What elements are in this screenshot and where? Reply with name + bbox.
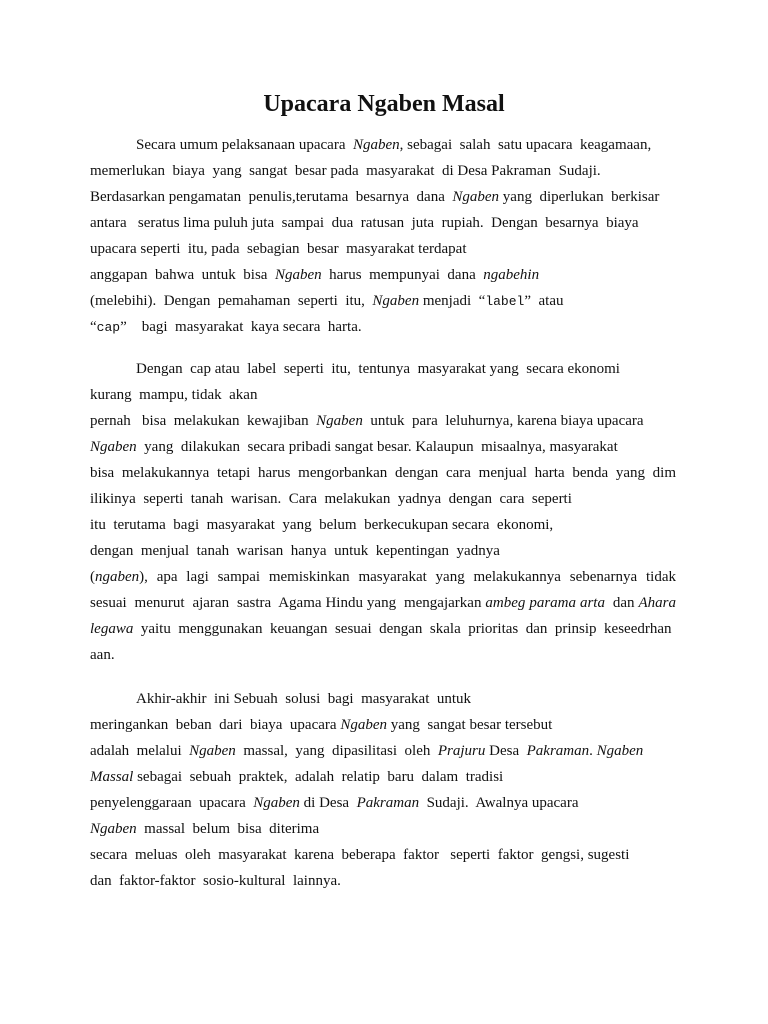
text-run: yang diperlukan berkisar — [499, 189, 660, 205]
text-run: dan faktor-faktor sosio-kultural lainnya. — [90, 873, 341, 889]
text-run: ” bagi masyarakat kaya secara harta. — [120, 319, 362, 335]
text-line — [90, 161, 601, 181]
italic-text: Pakraman — [526, 743, 590, 759]
text-line — [90, 317, 362, 338]
text-run: yang sangat besar tersebut — [386, 717, 553, 733]
italic-text: legawa — [90, 621, 134, 637]
text-run: untuk para leluhurnya, karena biaya upacara — [362, 413, 644, 429]
italic-text: Ngaben — [253, 795, 300, 811]
text-run: Sudaji. Awalnya upacara — [419, 795, 579, 811]
italic-text: Ngaben — [372, 293, 420, 309]
text-run: sebagai sebuah praktek, adalah relatip baru dalam tradisi — [133, 769, 504, 785]
text-run: kurang mampu, tidak akan — [90, 387, 258, 403]
italic-text: Prajuru — [437, 743, 486, 759]
text-run: Akhir-akhir ini Sebuah solusi bagi masyarakat untuk — [136, 691, 472, 707]
text-line — [136, 689, 471, 709]
text-run: meringankan beban dari biaya upacara — [90, 717, 341, 733]
text-line — [90, 619, 672, 639]
italic-text: Ngaben — [316, 413, 363, 429]
text-run: dengan menjual tanah warisan hanya untuk kepentingan yadnya — [90, 543, 500, 559]
text-line — [90, 291, 563, 312]
italic-text: Ngaben — [90, 439, 137, 455]
text-run: anggapan bahwa untuk bisa — [90, 267, 275, 283]
text-line — [136, 359, 620, 379]
text-run: adalah melalui — [90, 743, 190, 759]
italic-text: Ahara — [638, 595, 676, 611]
text-run: harus mempunyai dana — [321, 267, 484, 283]
italic-text: Ngaben — [189, 743, 236, 759]
text-run: dan — [604, 595, 639, 611]
text-line — [90, 489, 572, 509]
italic-text: ngabehin — [483, 267, 540, 283]
text-line — [90, 741, 643, 761]
text-run: Desa — [485, 743, 527, 759]
document-title: Upacara Ngaben Masal — [263, 91, 505, 117]
text-line — [90, 437, 618, 457]
text-line — [136, 135, 651, 155]
italic-text: Ngaben — [274, 267, 322, 283]
text-run: yaitu menggunakan keuangan sesuai dengan skala prioritas dan prinsip keseedrhan — [133, 621, 672, 637]
text-run: itu terutama bagi masyarakat yang belum berkecukupan secara ekonomi, — [90, 517, 554, 533]
text-line — [90, 463, 676, 483]
text-run: aan. — [90, 647, 115, 663]
text-line — [90, 793, 578, 813]
italic-text: Ngaben — [596, 743, 644, 759]
text-run: yang dilakukan secara pribadi sangat besar. Kalaupun misaalnya, masyarakat — [136, 439, 618, 455]
text-line — [90, 871, 341, 891]
text-line — [90, 541, 500, 561]
text-line — [90, 187, 659, 207]
italic-text: ambeg parama arta — [485, 595, 605, 611]
text-line — [90, 385, 257, 405]
text-run: bisa melakukannya tetapi harus mengorbankan dengan cara menjual harta benda yang dim — [90, 465, 676, 481]
text-line — [90, 265, 539, 285]
text-line — [90, 213, 639, 233]
text-run: Secara umum pelaksanaan upacara — [136, 137, 353, 153]
text-line — [90, 715, 552, 735]
italic-text: Pakraman — [356, 795, 420, 811]
text-run: ilikinya seperti tanah warisan. Cara melakukan yadnya dengan cara seperti — [90, 491, 572, 507]
italic-text: ngaben — [95, 569, 140, 585]
text-run: (melebihi). Dengan pemahaman seperti itu, — [90, 293, 373, 309]
mono-text: cap — [96, 320, 121, 335]
text-run: di Desa — [299, 795, 357, 811]
mono-text: label — [485, 294, 525, 309]
text-run: “ — [90, 319, 97, 335]
text-line — [90, 567, 676, 587]
italic-text: Ngaben — [352, 137, 400, 153]
text-run: sesuai menurut ajaran sastra Agama Hindu yang mengajarkan — [90, 595, 486, 611]
text-run: secara meluas oleh masyarakat karena beberapa faktor seperti faktor gengsi, sugesti — [90, 847, 630, 863]
text-run: antara seratus lima puluh juta sampai dua ratusan juta rupiah. Dengan besarnya biaya — [90, 215, 639, 231]
text-line — [90, 645, 115, 665]
italic-text: Ngaben — [90, 821, 137, 837]
italic-text: Ngaben — [340, 717, 387, 733]
text-line — [90, 515, 553, 535]
italic-text: Massal — [90, 769, 134, 785]
text-line — [90, 819, 319, 839]
text-run: massal belum bisa diterima — [136, 821, 320, 837]
text-run: pernah bisa melakukan kewajiban — [90, 413, 317, 429]
text-run: ” atau — [524, 293, 564, 309]
text-run: menjadi “ — [419, 293, 486, 309]
text-run: memerlukan biaya yang sangat besar pada masyarakat di Desa Pakraman Sudaji. — [90, 163, 601, 179]
text-run: . — [589, 743, 597, 759]
text-line — [90, 845, 629, 865]
text-run: ( — [90, 569, 95, 585]
text-run: penyelenggaraan upacara — [90, 795, 254, 811]
text-run: , sebagai salah satu upacara keagamaan, — [399, 137, 652, 153]
text-run: upacara seperti itu, pada sebagian besar masyarakat terdapat — [90, 241, 467, 257]
text-line — [90, 239, 467, 259]
text-line — [90, 767, 503, 787]
text-line — [90, 593, 676, 613]
italic-text: Ngaben — [452, 189, 500, 205]
text-run: ), apa lagi sampai memiskinkan masyarakat yang melakukannya sebenarnya tidak — [139, 569, 676, 585]
text-run: Dengan cap atau label seperti itu, tentunya masyarakat yang secara ekonomi — [136, 361, 620, 377]
text-run: massal, yang dipasilitasi oleh — [235, 743, 438, 759]
text-run: Berdasarkan pengamatan penulis,terutama besarnya dana — [90, 189, 453, 205]
text-line — [90, 411, 644, 431]
